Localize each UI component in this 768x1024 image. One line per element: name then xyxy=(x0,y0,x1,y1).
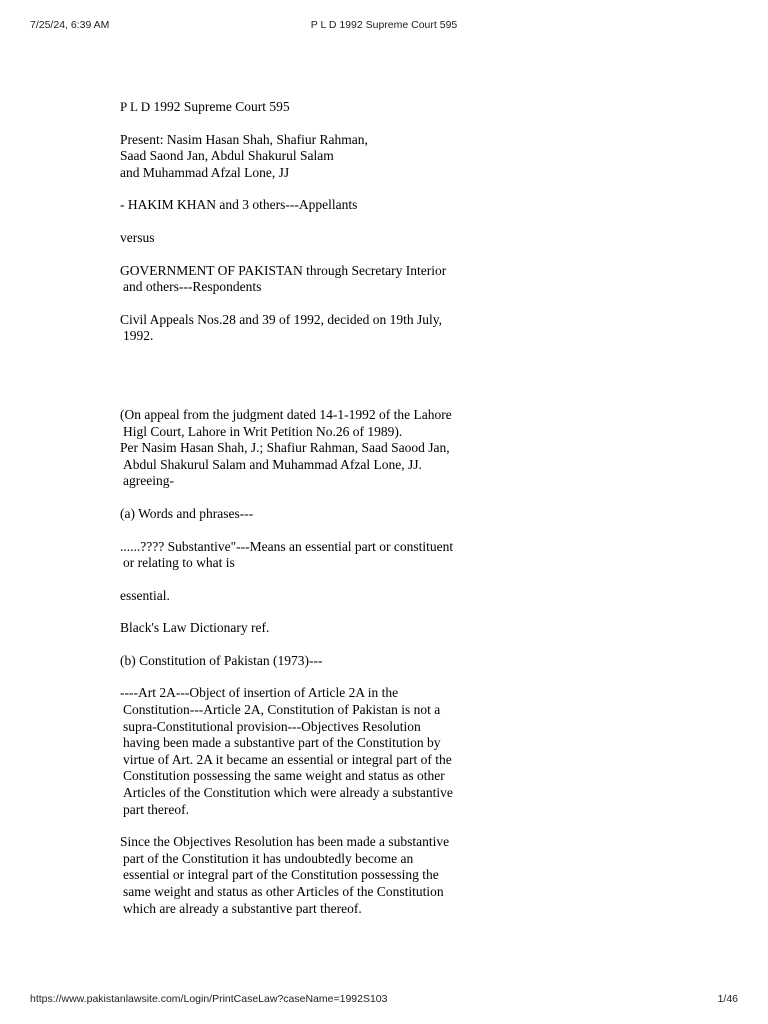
substantive-line: ......???? Substantive"---Means an essential part or constituent xyxy=(120,538,454,554)
per-line: Abdul Shakurul Salam and Muhammad Afzal Lone, JJ. xyxy=(123,456,422,472)
case-document xyxy=(120,99,468,917)
art-2a-line: supra-Constitutional provision---Objectives Resolution xyxy=(123,718,421,734)
citation-prefix: P L D xyxy=(120,99,151,114)
respondents-line: and others---Respondents xyxy=(123,279,262,295)
since-line: which are already a substantive part thereof. xyxy=(123,900,362,916)
since-line: part of the Constitution it has undoubtedly become an xyxy=(123,850,414,866)
heading-constitution: (b) Constitution of Pakistan (1973)--- xyxy=(120,652,323,668)
substantive-definition xyxy=(120,539,468,572)
civil-appeals-line: Civil Appeals Nos.28 and 39 of 1992, decided on 19th July, xyxy=(120,311,442,327)
art-2a-line: having been made a substantive part of the Constitution by xyxy=(123,735,441,751)
essential: essential. xyxy=(120,587,170,603)
print-footer-url: https://www.pakistanlawsite.com/Login/PrintCaseLaw?caseName=1992S103 xyxy=(30,993,388,1005)
respondents-line: GOVERNMENT OF PAKISTAN through Secretary Interior xyxy=(120,262,447,278)
art-2a-line: ----Art 2A---Object of insertion of Article 2A in the xyxy=(120,685,399,701)
per-curiam xyxy=(120,440,468,490)
heading-words-and-phrases: (a) Words and phrases--- xyxy=(120,505,254,521)
blacks-law-ref: Black's Law Dictionary ref. xyxy=(120,620,270,636)
appeal-from-line: Higl Court, Lahore in Writ Petition No.26 of 1989). xyxy=(123,423,403,439)
appeal-from-line: (On appeal from the judgment dated 14-1-1992 of the Lahore xyxy=(120,406,452,422)
citation-rest: 1992 Supreme Court 595 xyxy=(153,99,290,114)
present-line: and Muhammad Afzal Lone, JJ xyxy=(120,164,290,180)
art-2a-line: Articles of the Constitution which were already a substantive xyxy=(123,785,453,801)
substantive-line: or relating to what is xyxy=(123,555,235,571)
print-header-datetime: 7/25/24, 6:39 AM xyxy=(30,19,110,31)
per-line: agreeing- xyxy=(123,473,174,489)
since-line: Since the Objectives Resolution has been made a substantive xyxy=(120,834,450,850)
civil-appeals-line: 1992. xyxy=(123,328,154,344)
appellants: - HAKIM KHAN and 3 others---Appellants xyxy=(120,197,358,213)
since-paragraph xyxy=(120,834,468,917)
civil-appeals xyxy=(120,312,468,345)
art-2a-line: virtue of Art. 2A it became an essential or integral part of the xyxy=(123,751,452,767)
since-line: essential or integral part of the Constitution possessing the xyxy=(123,867,439,883)
art-2a-paragraph xyxy=(120,685,468,818)
present-block xyxy=(120,132,468,182)
citation xyxy=(120,99,468,116)
since-line: same weight and status as other Articles of the Constitution xyxy=(123,884,444,899)
respondents xyxy=(120,263,468,296)
appeal-from xyxy=(120,407,468,440)
art-2a-line: Constitution possessing the same weight and status as other xyxy=(123,768,445,784)
present-line: Saad Saond Jan, Abdul Shakurul Salam xyxy=(120,148,334,164)
art-2a-line: Constitution---Article 2A, Constitution of Pakistan is not a xyxy=(123,702,441,718)
present-line: Present: Nasim Hasan Shah, Shafiur Rahman, xyxy=(120,131,368,147)
print-footer-page-number: 1/46 xyxy=(717,993,738,1005)
art-2a-line: part thereof. xyxy=(123,801,189,817)
print-header-title: P L D 1992 Supreme Court 595 xyxy=(310,19,458,31)
versus: versus xyxy=(120,229,155,245)
per-line: Per Nasim Hasan Shah, J.; Shafiur Rahman, Saad Saood Jan, xyxy=(120,440,450,456)
